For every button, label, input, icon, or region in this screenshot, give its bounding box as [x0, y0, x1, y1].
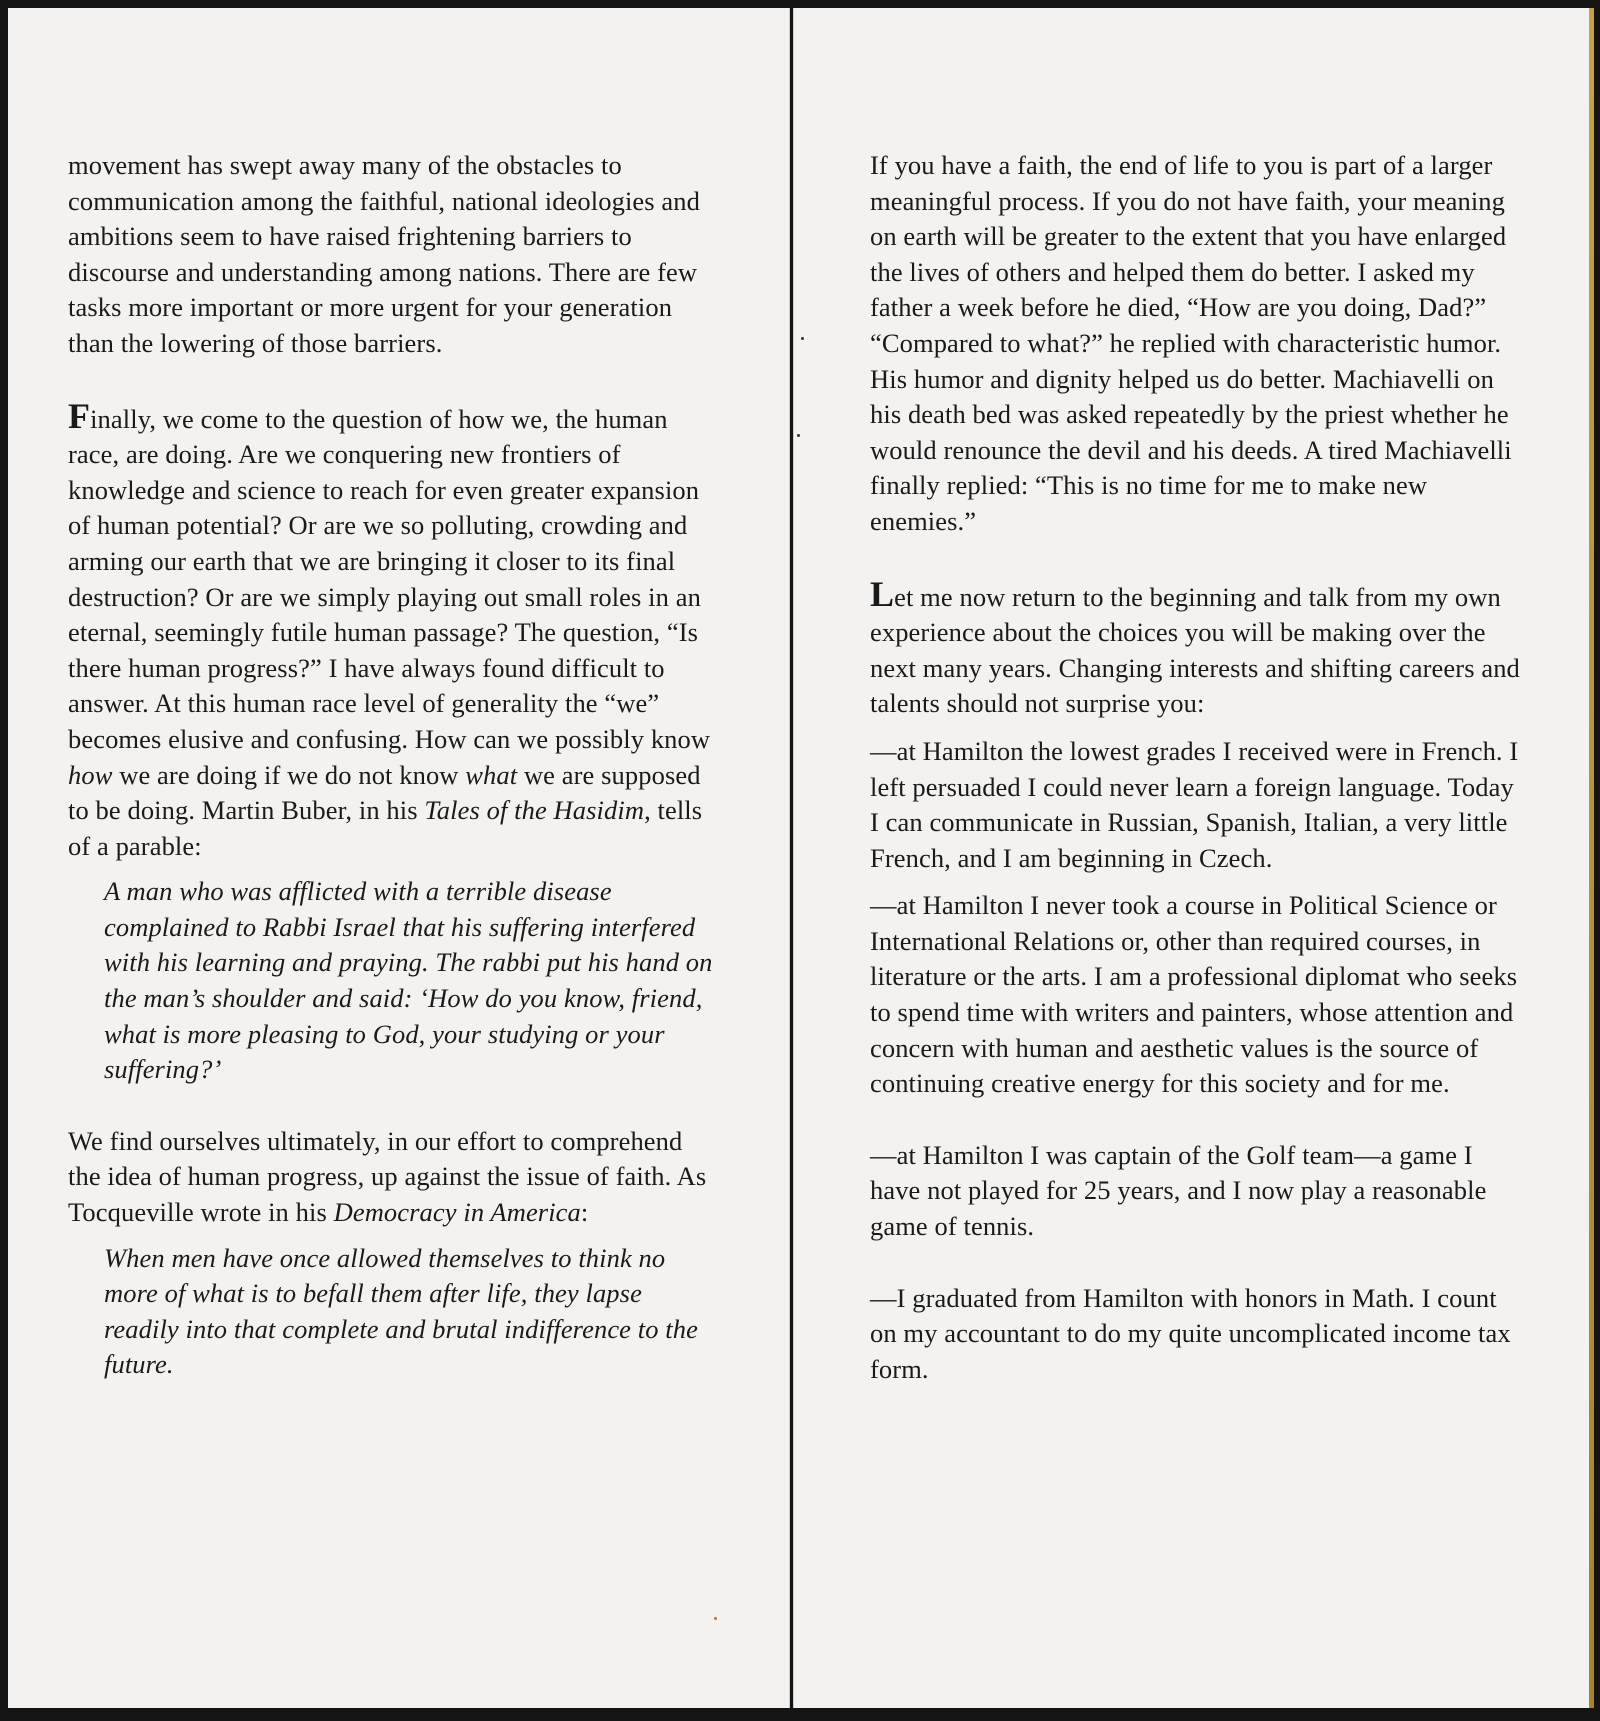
paragraph-choices: Let me now return to the beginning and talk from my own experience about the choices you will be making over the next many years. Changing interests and shifting careers and talents should not surprise you: [870, 573, 1520, 719]
paragraph-barriers: movement has swept away many of the obstacles to communication among the faithful, national ideologies and ambitions seem to have raised frightening barriers to discourse and understanding among nations. There are few tasks more important or more urgent for your generation than the lowering of those barriers. [68, 150, 700, 358]
list-item-golf: —at Hamilton I was captain of the Golf team—a game I have not played for 25 years, and I now play a reasonable game of tennis. [870, 1139, 1487, 1242]
drop-cap-f: F [68, 395, 91, 436]
book-title-tales-of-the-hasidim: Tales of the Hasidim [424, 795, 645, 826]
list-item-math: —I graduated from Hamilton with honors in Math. I count on my accountant to do my quite uncomplicated income tax form. [870, 1282, 1511, 1384]
quote-rabbi-israel: A man who was afflicted with a terrible disease complained to Rabbi Israel that his suffering interfered with his learning and praying. The rabbi put his hand on the man’s shoulder and said: ‘How do you know, friend, what is more pleasing to God, your studying or your suffering?’ [104, 876, 713, 1085]
paper-speck [714, 1617, 717, 1620]
list-item-french: —at Hamilton the lowest grades I received were in French. I left persuaded I could never learn a foreign language. Today I can communicate in Russian, Spanish, Italian, a very little French, and I am beginning in Czech. [870, 735, 1519, 873]
book-title-democracy-in-america: Democracy in America [333, 1197, 581, 1228]
left-column [68, 148, 718, 1383]
right-column [870, 148, 1520, 1387]
gutter-mark [801, 337, 804, 340]
drop-cap-l: L [870, 573, 895, 614]
paragraph-end-of-life: If you have a faith, the end of life to you is part of a larger meaningful process. If you do not have faith, your meaning on earth will be greater to the extent that you have enlarged the lives of others and helped them do better. I asked my father a week before he died, “How are you doing, Dad?” “Compared to what?” he replied with characteristic humor. His humor and dignity helped us do better. Machiavelli on his death bed was asked repeatedly by the priest whether he would renounce the devil and his deeds. A tired Machiavelli finally replied: “This is no time for me to make new enemies.” [870, 150, 1512, 536]
gutter-mark [797, 434, 800, 437]
left-page [8, 8, 790, 1708]
quote-tocqueville: When men have once allowed themselves to think no more of what is to befall them after life, they lapse readily into that complete and brutal indifference to the future. [104, 1242, 698, 1380]
cover-edge [1589, 8, 1594, 1708]
paragraph-human-progress: Finally, we come to the question of how we, the human race, are doing. Are we conquering new frontiers of knowledge and science to reach for even greater expansion of human potential? Or are we so polluting, crowding and arming our earth that we are bringing it closer to its final destruction? Or are we simply playing out small roles in an eternal, seemingly futile human passage? The question, “Is there human progress?” I have always found difficult to answer. At this human race level of generality the “we” becomes elusive and confusing. How can we possibly know how we are doing if we do not know what we are supposed to be doing. Martin Buber, in his Tales of the Hasidim, tells of a parable: [68, 395, 711, 861]
right-page [793, 8, 1589, 1708]
list-item-political-science: —at Hamilton I never took a course in Political Science or International Relations or, other than required courses, in literature or the arts. I am a professional diplomat who seeks to spend time with writers and painters, whose attention and concern with human and aesthetic values is the source of continuing creative energy for this society and for me. [870, 890, 1518, 1099]
paragraph-faith: We find ourselves ultimately, in our effort to comprehend the idea of human progress, up against the issue of faith. As Tocqueville wrote in his Democracy in America: [68, 1125, 707, 1228]
